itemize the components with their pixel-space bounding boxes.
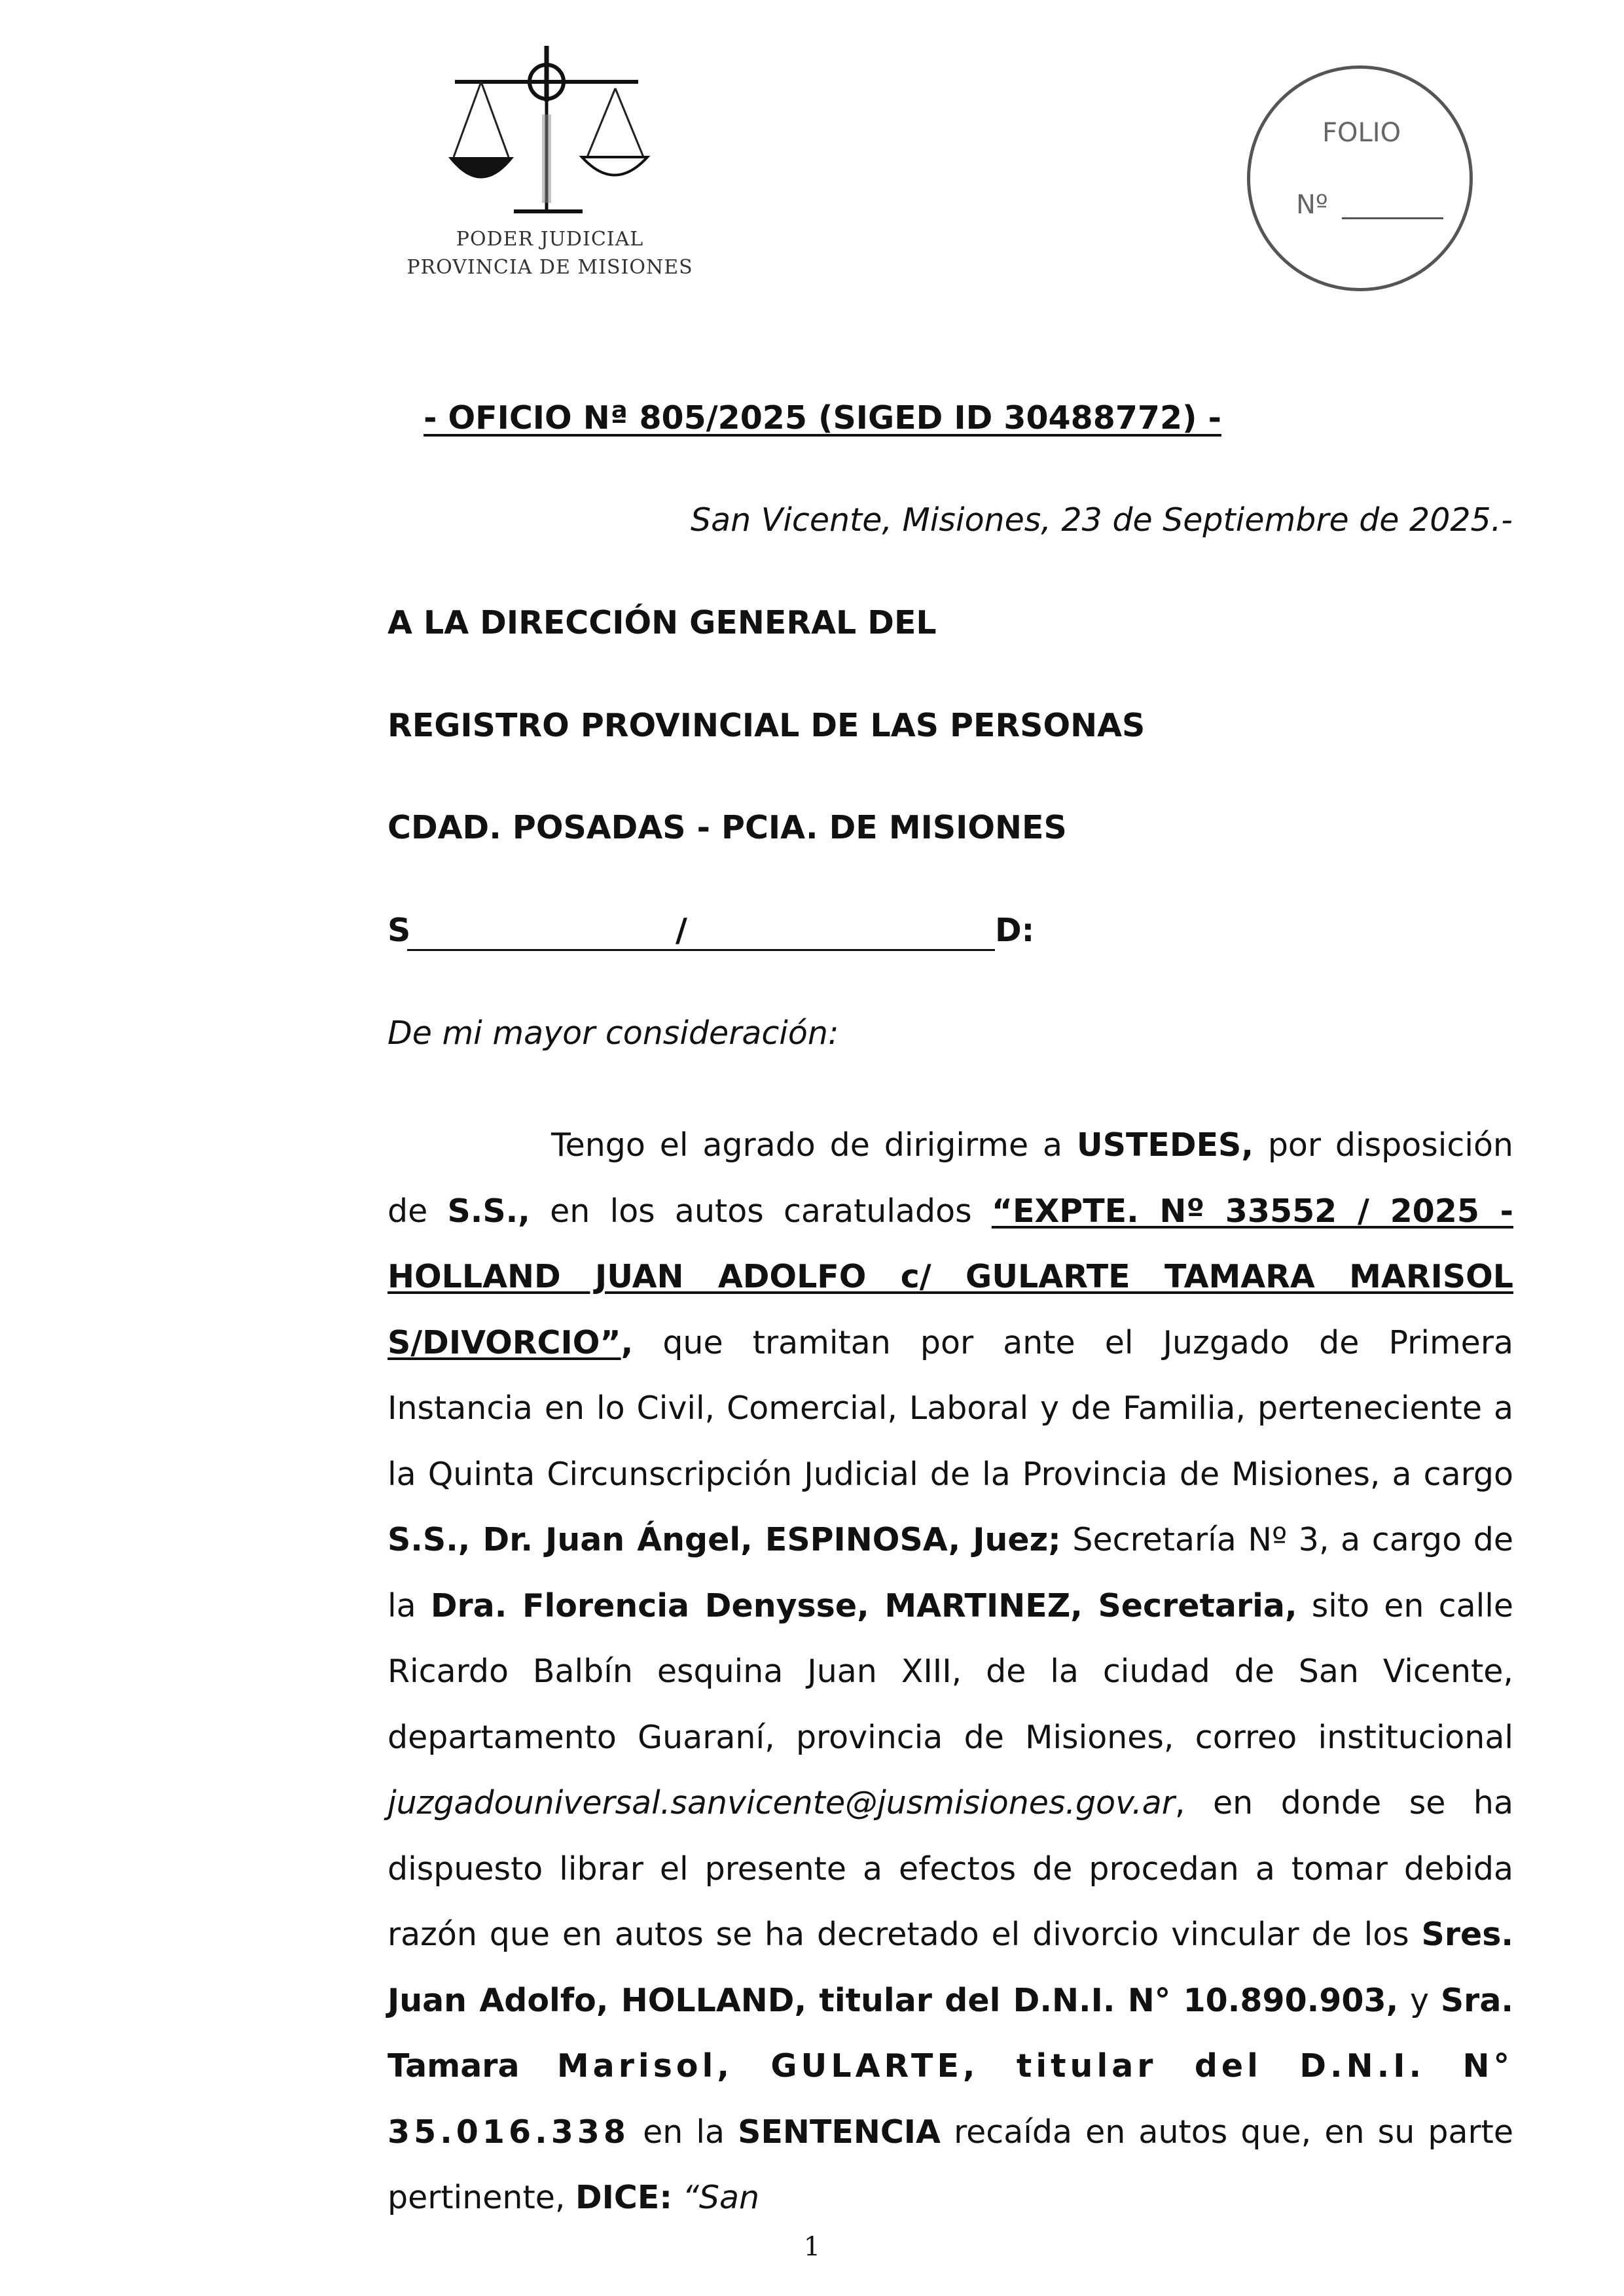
document-title: - OFICIO Nª 805/2025 (SIGED ID 30488772) -: [424, 399, 1221, 437]
body-bold-run: USTEDES,: [1076, 1126, 1254, 1164]
addressee-line-1: A LA DIRECCIÓN GENERAL DEL: [388, 604, 937, 641]
page-number: 1: [803, 2232, 821, 2262]
body-text-run: en la: [629, 2113, 738, 2151]
greeting: De mi mayor consideración:: [388, 1014, 839, 1052]
body-text-run: Tengo el agrado de dirigirme a: [551, 1126, 1077, 1164]
body-text-run: y: [1398, 1981, 1441, 2019]
body-bold-run: DICE:: [575, 2179, 672, 2216]
body-text: [388, 1113, 1513, 2231]
body-text-run: Secretaría Nº 3, a cargo de la: [388, 1521, 1514, 1624]
judge-name: S.S., Dr. Juan Ángel, ESPINOSA, Juez;: [388, 1521, 1061, 1558]
body-bold-run: ,: [621, 1323, 634, 1361]
folio-label: FOLIO: [1322, 118, 1401, 148]
body-text-run: recaída en autos que, en su parte pertinente,: [388, 2113, 1513, 2216]
sd-d: D:: [995, 912, 1035, 949]
body-paragraph: [388, 1113, 1513, 2231]
logo-line-2: PROVINCIA DE MISIONES: [406, 256, 693, 279]
scales-of-justice-icon: [442, 43, 658, 219]
sd-s: S: [388, 912, 411, 949]
sd-underline: [407, 949, 995, 951]
body-text-run: en los autos caratulados: [530, 1192, 992, 1230]
quote-start: “San: [672, 2179, 760, 2216]
folio-stamp: [1247, 65, 1473, 291]
body-text-run: , en donde se ha dispuesto librar el presente a efectos de procedan a tomar debida razón que en autos se ha decretado el divorcio vincular de los: [388, 1784, 1513, 1953]
party-2-rest: Marisol, GULARTE, titular del D.N.I. N° 35.016.338: [388, 2047, 1513, 2151]
addressee-line-3: CDAD. POSADAS - PCIA. DE MISIONES: [388, 809, 1067, 846]
poder-judicial-logo: [403, 43, 697, 298]
body-text-run: sito en calle Ricardo Balbín esquina Juan XIII, de la ciudad de San Vicente, departamento Guaraní, provincia de Misiones, correo institucional: [388, 1587, 1514, 1756]
secretary-name: Dra. Florencia Denysse, MARTINEZ, Secretaria,: [430, 1587, 1297, 1624]
body-bold-run: S.S.,: [447, 1192, 530, 1230]
addressee-line-2: REGISTRO PROVINCIAL DE LAS PERSONAS: [388, 707, 1146, 744]
body-bold-run: SENTENCIA: [738, 2113, 941, 2151]
institutional-email: juzgadouniversal.sanvicente@jusmisiones.gov.ar: [388, 1784, 1175, 1821]
document-date: San Vicente, Misiones, 23 de Septiembre de 2025.-: [690, 501, 1513, 539]
body-text-run: por disposición de: [388, 1126, 1513, 1230]
folio-number-blank: [1342, 217, 1443, 219]
folio-number-label: Nº: [1296, 190, 1328, 220]
logo-line-1: PODER JUDICIAL: [456, 228, 644, 251]
su-despacho-line: [388, 912, 1035, 951]
party-2-first: Sra. Tamara: [388, 1981, 1513, 2085]
sd-slash: /: [676, 912, 687, 949]
case-title: “EXPTE. Nº 33552 / 2025 - HOLLAND JUAN ADOLFO c/ GULARTE TAMARA MARISOL S/DIVORCIO”: [388, 1192, 1513, 1361]
party-1: Sres. Juan Adolfo, HOLLAND, titular del D.N.I. N° 10.890.903,: [388, 1916, 1513, 2019]
body-text-run: que tramitan por ante el Juzgado de Primera Instancia en lo Civil, Comercial, Laboral y de Familia, perteneciente a la Quinta Circunscripción Judicial de la Provincia de Misiones, a cargo: [388, 1323, 1513, 1493]
